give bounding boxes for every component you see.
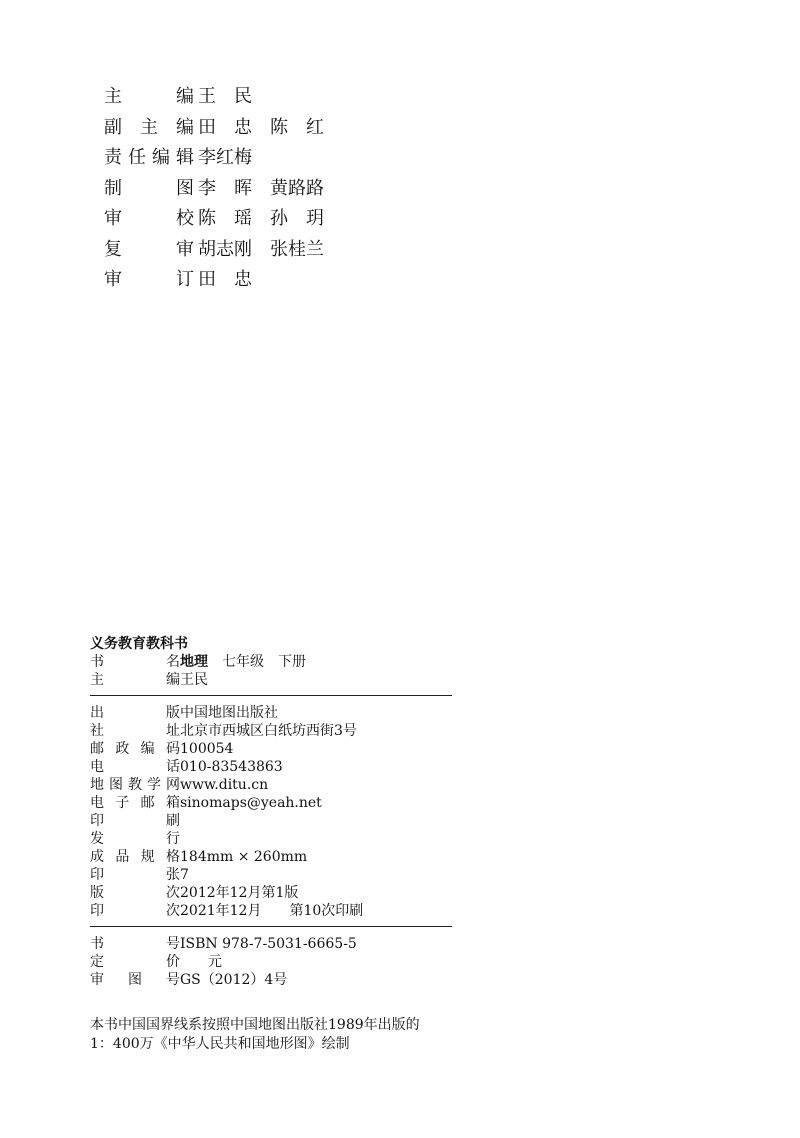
footnote-line-2: 1：400万《中华人民共和国地形图》绘制: [90, 1036, 350, 1052]
publisher-label: [90, 704, 180, 722]
credit-role-char: 编: [176, 86, 194, 107]
phone-value: 010-83543863: [180, 759, 283, 775]
phone-label: [90, 758, 180, 776]
credit-role-char: 编: [152, 147, 170, 168]
price-label: [90, 953, 180, 971]
credit-names: 陈 瑶 孙 玥: [198, 208, 324, 229]
address-label: [90, 722, 180, 740]
divider-rule: [90, 695, 452, 696]
label-char: 印: [90, 867, 104, 883]
cip-block: [90, 635, 452, 989]
book-name-row: [90, 653, 452, 671]
credit-role-char: 审: [104, 208, 122, 229]
credit-role: [104, 82, 194, 113]
label-char: 书: [90, 936, 104, 952]
label-char: 学: [147, 777, 161, 793]
credit-row: [104, 143, 324, 174]
label-char: 编: [166, 672, 180, 688]
credit-role: [104, 174, 194, 205]
address-value: 北京市西城区白纸坊西街3号: [180, 723, 357, 739]
credit-role-char: 主: [140, 116, 158, 138]
publisher-value: 中国地图出版社: [180, 705, 278, 721]
editor-label: [90, 671, 180, 689]
label-char: 出: [90, 705, 104, 721]
label-char: 品: [115, 849, 130, 865]
distribute-label: [90, 830, 180, 848]
impression-row: [90, 902, 452, 920]
editor-value: 王民: [180, 672, 208, 688]
credit-row: [104, 82, 324, 113]
label-char: 次: [166, 903, 180, 919]
label-char: 电: [90, 795, 104, 811]
label-char: 版: [90, 885, 104, 901]
label-char: 号: [166, 936, 180, 952]
address-row: [90, 722, 452, 740]
label-char: 子: [115, 795, 130, 811]
credit-role-char: 辑: [176, 147, 194, 168]
label-char: 发: [90, 831, 104, 847]
size-row: [90, 848, 452, 866]
credit-role: [104, 265, 194, 296]
isbn-label: [90, 935, 180, 953]
book-name-label: [90, 653, 180, 671]
label-char: 编: [140, 741, 155, 757]
credit-role-char: 编: [176, 116, 194, 138]
label-char: 价: [166, 954, 180, 970]
isbn-row: [90, 935, 452, 953]
label-char: 次: [166, 885, 180, 901]
credit-row: [104, 235, 324, 266]
credit-role: [104, 204, 194, 235]
editor-row: [90, 671, 452, 689]
credit-names: 李红梅: [198, 147, 252, 168]
label-char: 规: [140, 849, 155, 865]
editorial-credits: [104, 82, 324, 296]
credit-row: [104, 113, 324, 144]
label-char: 箱: [165, 795, 180, 811]
credit-role: [104, 143, 194, 174]
label-char: 话: [166, 759, 180, 775]
label-char: 名: [166, 654, 180, 670]
credit-row: [104, 265, 324, 296]
credit-role: [104, 235, 194, 266]
label-char: 成: [90, 849, 104, 865]
email-label: [90, 794, 180, 812]
label-char: 格: [165, 849, 180, 865]
credit-role-char: 审: [104, 269, 122, 290]
edition-row: [90, 884, 452, 902]
size-label: [90, 848, 180, 866]
map-review-row: [90, 971, 452, 989]
credit-role-char: 订: [176, 269, 194, 290]
label-char: 政: [115, 741, 130, 757]
label-char: 主: [90, 672, 104, 688]
credit-role-char: 责: [104, 147, 122, 168]
credit-names: 田 忠: [198, 269, 252, 290]
isbn-value: ISBN 978-7-5031-6665-5: [180, 936, 357, 952]
postcode-row: [90, 740, 452, 758]
website-value: www.ditu.cn: [180, 777, 269, 793]
impression-label: [90, 902, 180, 920]
sheets-row: [90, 866, 452, 884]
footnote-line-1: 本书中国国界线系按照中国地图出版社1989年出版的: [90, 1017, 420, 1033]
credit-role-char: 图: [176, 177, 194, 199]
divider-rule: [90, 926, 452, 927]
print-row: [90, 812, 452, 830]
postcode-label: [90, 740, 180, 758]
map-review-value: GS（2012）4号: [180, 972, 288, 988]
book-name-grade: 七年级 下册: [208, 654, 306, 670]
postcode-value: 100054: [180, 741, 234, 757]
label-char: 审: [90, 972, 104, 988]
credit-role: [104, 113, 194, 144]
label-char: 印: [90, 813, 104, 829]
email-value: sinomaps@yeah.net: [180, 795, 322, 811]
label-char: 地: [90, 777, 104, 793]
edition-label: [90, 884, 180, 902]
credit-role-char: 复: [104, 238, 122, 260]
price-row: [90, 953, 452, 971]
price-value: 元: [180, 954, 222, 970]
size-value: 184mm × 260mm: [180, 849, 308, 865]
email-row: [90, 794, 452, 812]
series-title: 义务教育教科书: [90, 636, 188, 652]
label-char: 教: [128, 777, 142, 793]
distribute-row: [90, 830, 452, 848]
publisher-row: [90, 704, 452, 722]
book-name-subject: 地理: [180, 654, 208, 670]
label-char: 定: [90, 954, 104, 970]
credit-names: 王 民: [198, 86, 252, 107]
label-char: 图: [128, 972, 142, 988]
label-char: 图: [109, 777, 123, 793]
credit-role-char: 审: [176, 238, 194, 260]
credit-role-char: 副: [104, 116, 122, 138]
label-char: 行: [166, 831, 180, 847]
phone-row: [90, 758, 452, 776]
credit-names: 李 晖 黄路路: [198, 177, 324, 199]
label-char: 邮: [140, 795, 155, 811]
label-char: 号: [166, 972, 180, 988]
credit-role-char: 校: [176, 208, 194, 229]
label-char: 社: [90, 723, 104, 739]
sheets-label: [90, 866, 180, 884]
website-label: [90, 776, 180, 794]
boundary-footnote: [90, 1016, 470, 1054]
sheets-value: 7: [180, 867, 189, 883]
label-char: 书: [90, 654, 104, 670]
label-char: 码: [165, 741, 180, 757]
label-char: 邮: [90, 741, 104, 757]
credit-role-char: 主: [104, 86, 122, 107]
credit-names: 胡志刚 张桂兰: [198, 238, 324, 260]
map-review-label: [90, 971, 180, 989]
impression-value: 2021年12月 第10次印刷: [180, 903, 364, 919]
label-char: 电: [90, 759, 104, 775]
label-char: 刷: [166, 813, 180, 829]
credit-row: [104, 174, 324, 205]
credit-row: [104, 204, 324, 235]
credit-names: 田 忠 陈 红: [198, 116, 324, 138]
credit-role-char: 制: [104, 177, 122, 199]
label-char: 张: [166, 867, 180, 883]
label-char: 网: [166, 777, 180, 793]
website-row: [90, 776, 452, 794]
label-char: 版: [166, 705, 180, 721]
label-char: 址: [166, 723, 180, 739]
label-char: 印: [90, 903, 104, 919]
print-label: [90, 812, 180, 830]
credit-role-char: 任: [128, 147, 146, 168]
edition-value: 2012年12月第1版: [180, 885, 299, 901]
